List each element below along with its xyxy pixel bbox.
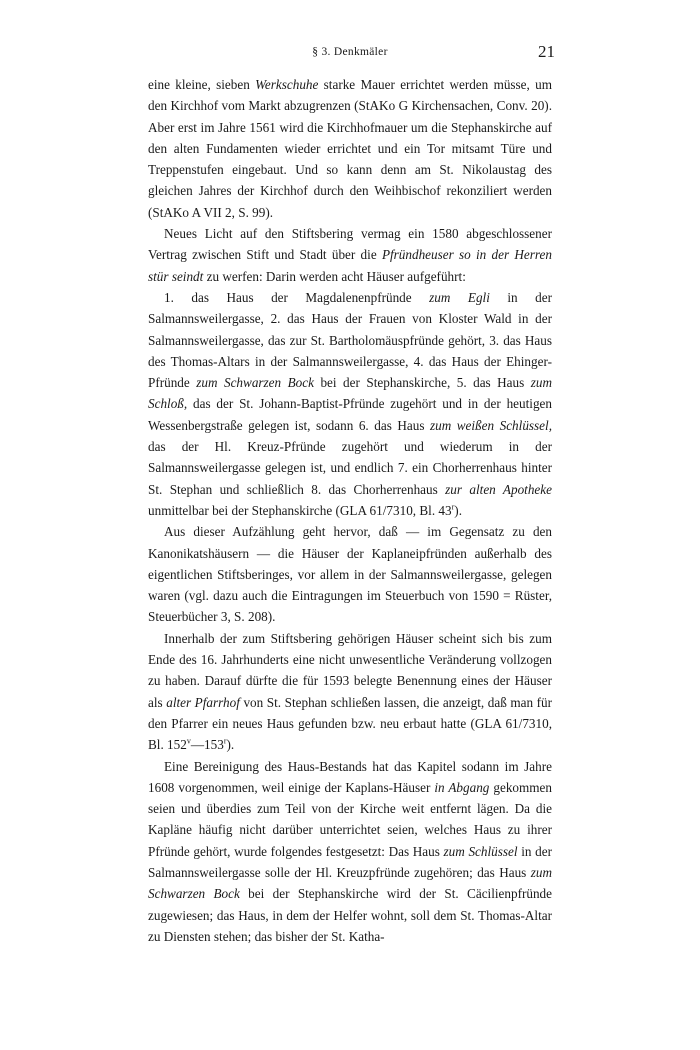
italic-phrase: Pfründheuser so in der Herren stür seindt — [148, 247, 553, 284]
folio-superscript: r — [223, 736, 227, 746]
text-run: starke Mauer errichtet werden müsse, um den Kirchhof vom Markt abzugrenzen (StAKo G Kirchensachen, Conv. 20). Aber erst im Jahre 1561 wird die Kirchhofmauer um die Stephanskirche auf den alten Fundamenten wieder errichtet und ein Tor mitsamt Türe und Treppenstufen eingebaut. Und so kann denn am St. Nikolaustag des gleichen Jahres der Kirchhof durch den Weihbischof rekonziliert werden (StAKo A VII 2, S. 99). — [148, 77, 552, 220]
running-head: § 3. Denkmäler — [312, 46, 388, 58]
folio-superscript: r — [451, 502, 455, 512]
text-run: in der Salmannsweilergasse, 2. das Haus der Frauen von Kloster Wald in der Salmannsweilergasse, das zur St. Bartholomäuspfründe gehört, 3. das Haus des Thomas-Altars in der Salmannsweilergasse, 4. das Haus der Ehinger-Pfründe — [148, 289, 552, 391]
italic-phrase: zum Schloß, — [148, 375, 552, 412]
text-run: in der Salmannsweilergasse solle der Hl. Kreuzpfründe zugehören; das Haus — [148, 843, 552, 880]
text-run: von St. Stephan schließen lassen, die anzeigt, daß man für den Pfarrer ein neues Haus gefunden bzw. neu erbaut hatte (GLA 61/7310, Bl. 152 — [148, 694, 552, 753]
italic-phrase: zum Egli — [429, 289, 490, 305]
italic-phrase: in Abgang — [434, 779, 490, 795]
text-run: zu werfen: Darin werden acht Häuser aufgeführt: — [203, 268, 466, 284]
text-run: ). — [454, 502, 462, 518]
italic-phrase: alter Pfarrhof — [166, 694, 240, 710]
italic-phrase: zum Schwarzen Bock — [148, 864, 552, 902]
text-run: Neues Licht auf den Stiftsbering vermag ein 1580 abgeschlossener Vertrag zwischen Stift und Stadt über die — [148, 226, 552, 263]
text-run: Aus dieser Aufzählung geht hervor, daß — im Gegensatz zu den Kanonikatshäusern — die Häuser der Kaplaneipfründen außerhalb des eigentlichen Stiftsberinges, vor allem in der Salmannsweilergasse, gelegen waren (vgl. dazu auch die Eintragungen im Steuerbuch von 1590 = Rüster, Steuerbücher 3, S. 208). — [148, 524, 552, 625]
text-run: das der St. Johann-Baptist-Pfründe zugehört und in der heutigen Wessenbergstraße gelegen ist, sodann 6. das Haus — [148, 396, 552, 433]
italic-phrase: zum Schwarzen Bock — [196, 375, 314, 391]
page-number: 21 — [538, 42, 555, 61]
text-run: bei der Stephanskirche, 5. das Haus — [313, 375, 531, 391]
paragraph — [148, 287, 552, 521]
paragraph — [148, 521, 552, 627]
text-run: Eine Bereinigung des Haus-Bestands hat das Kapitel sodann im Jahre 1608 vorgenommen, weil einige der Kaplans-Häuser — [148, 758, 552, 795]
text-run: —153 — [190, 737, 224, 753]
body-text — [148, 74, 552, 947]
paragraph — [148, 628, 552, 756]
paragraph — [148, 756, 552, 948]
italic-phrase: zur alten Apotheke — [445, 481, 552, 497]
text-run: das der Hl. Kreuz-Pfründe zugehört und wiederum in der Salmannsweilergasse gelegen ist, und endlich 7. ein Chorherrenhaus hinter St. Stephan und schließlich 8. das Chorherrenhaus — [148, 439, 552, 497]
text-run: unmittelbar bei der Stephanskirche (GLA 61/7310, Bl. 43 — [148, 502, 452, 518]
text-run: eine kleine, sieben — [148, 77, 256, 92]
text-run: ). — [226, 737, 235, 753]
text-run: 1. das Haus der Magdalenenpfründe — [164, 289, 430, 305]
text-run: bei der Stephanskirche wird der St. Cäcilienpfründe zugewiesen; das Haus, in dem der Helfer wohnt, soll dem St. Thomas-Altar zu Diensten stehen; das bisher der St. Katha- — [148, 886, 552, 944]
italic-phrase: zum weißen Schlüssel, — [429, 417, 552, 433]
italic-phrase: zum Schlüssel — [443, 843, 518, 859]
text-run: gekommen seien und überdies zum Teil von der Kirche weit entfernt lägen. Da die Kapläne häufig nicht darüber unterrichtet seien, welches Haus zu ihrer Pfründe gehört, wurde folgendes festgesetzt: Das Haus — [148, 779, 552, 859]
italic-phrase: Werkschuhe — [255, 77, 319, 92]
paragraph — [148, 74, 552, 223]
folio-superscript: v — [186, 736, 191, 746]
text-run: Innerhalb der zum Stiftsbering gehörigen Häuser scheint sich bis zum Ende des 16. Jahrhunderts eine nicht unwesentliche Veränderung vollzogen zu haben. Darauf dürfte die für 1593 belegte Benennung eines der Häuser als — [148, 630, 552, 710]
paragraph — [148, 223, 552, 287]
